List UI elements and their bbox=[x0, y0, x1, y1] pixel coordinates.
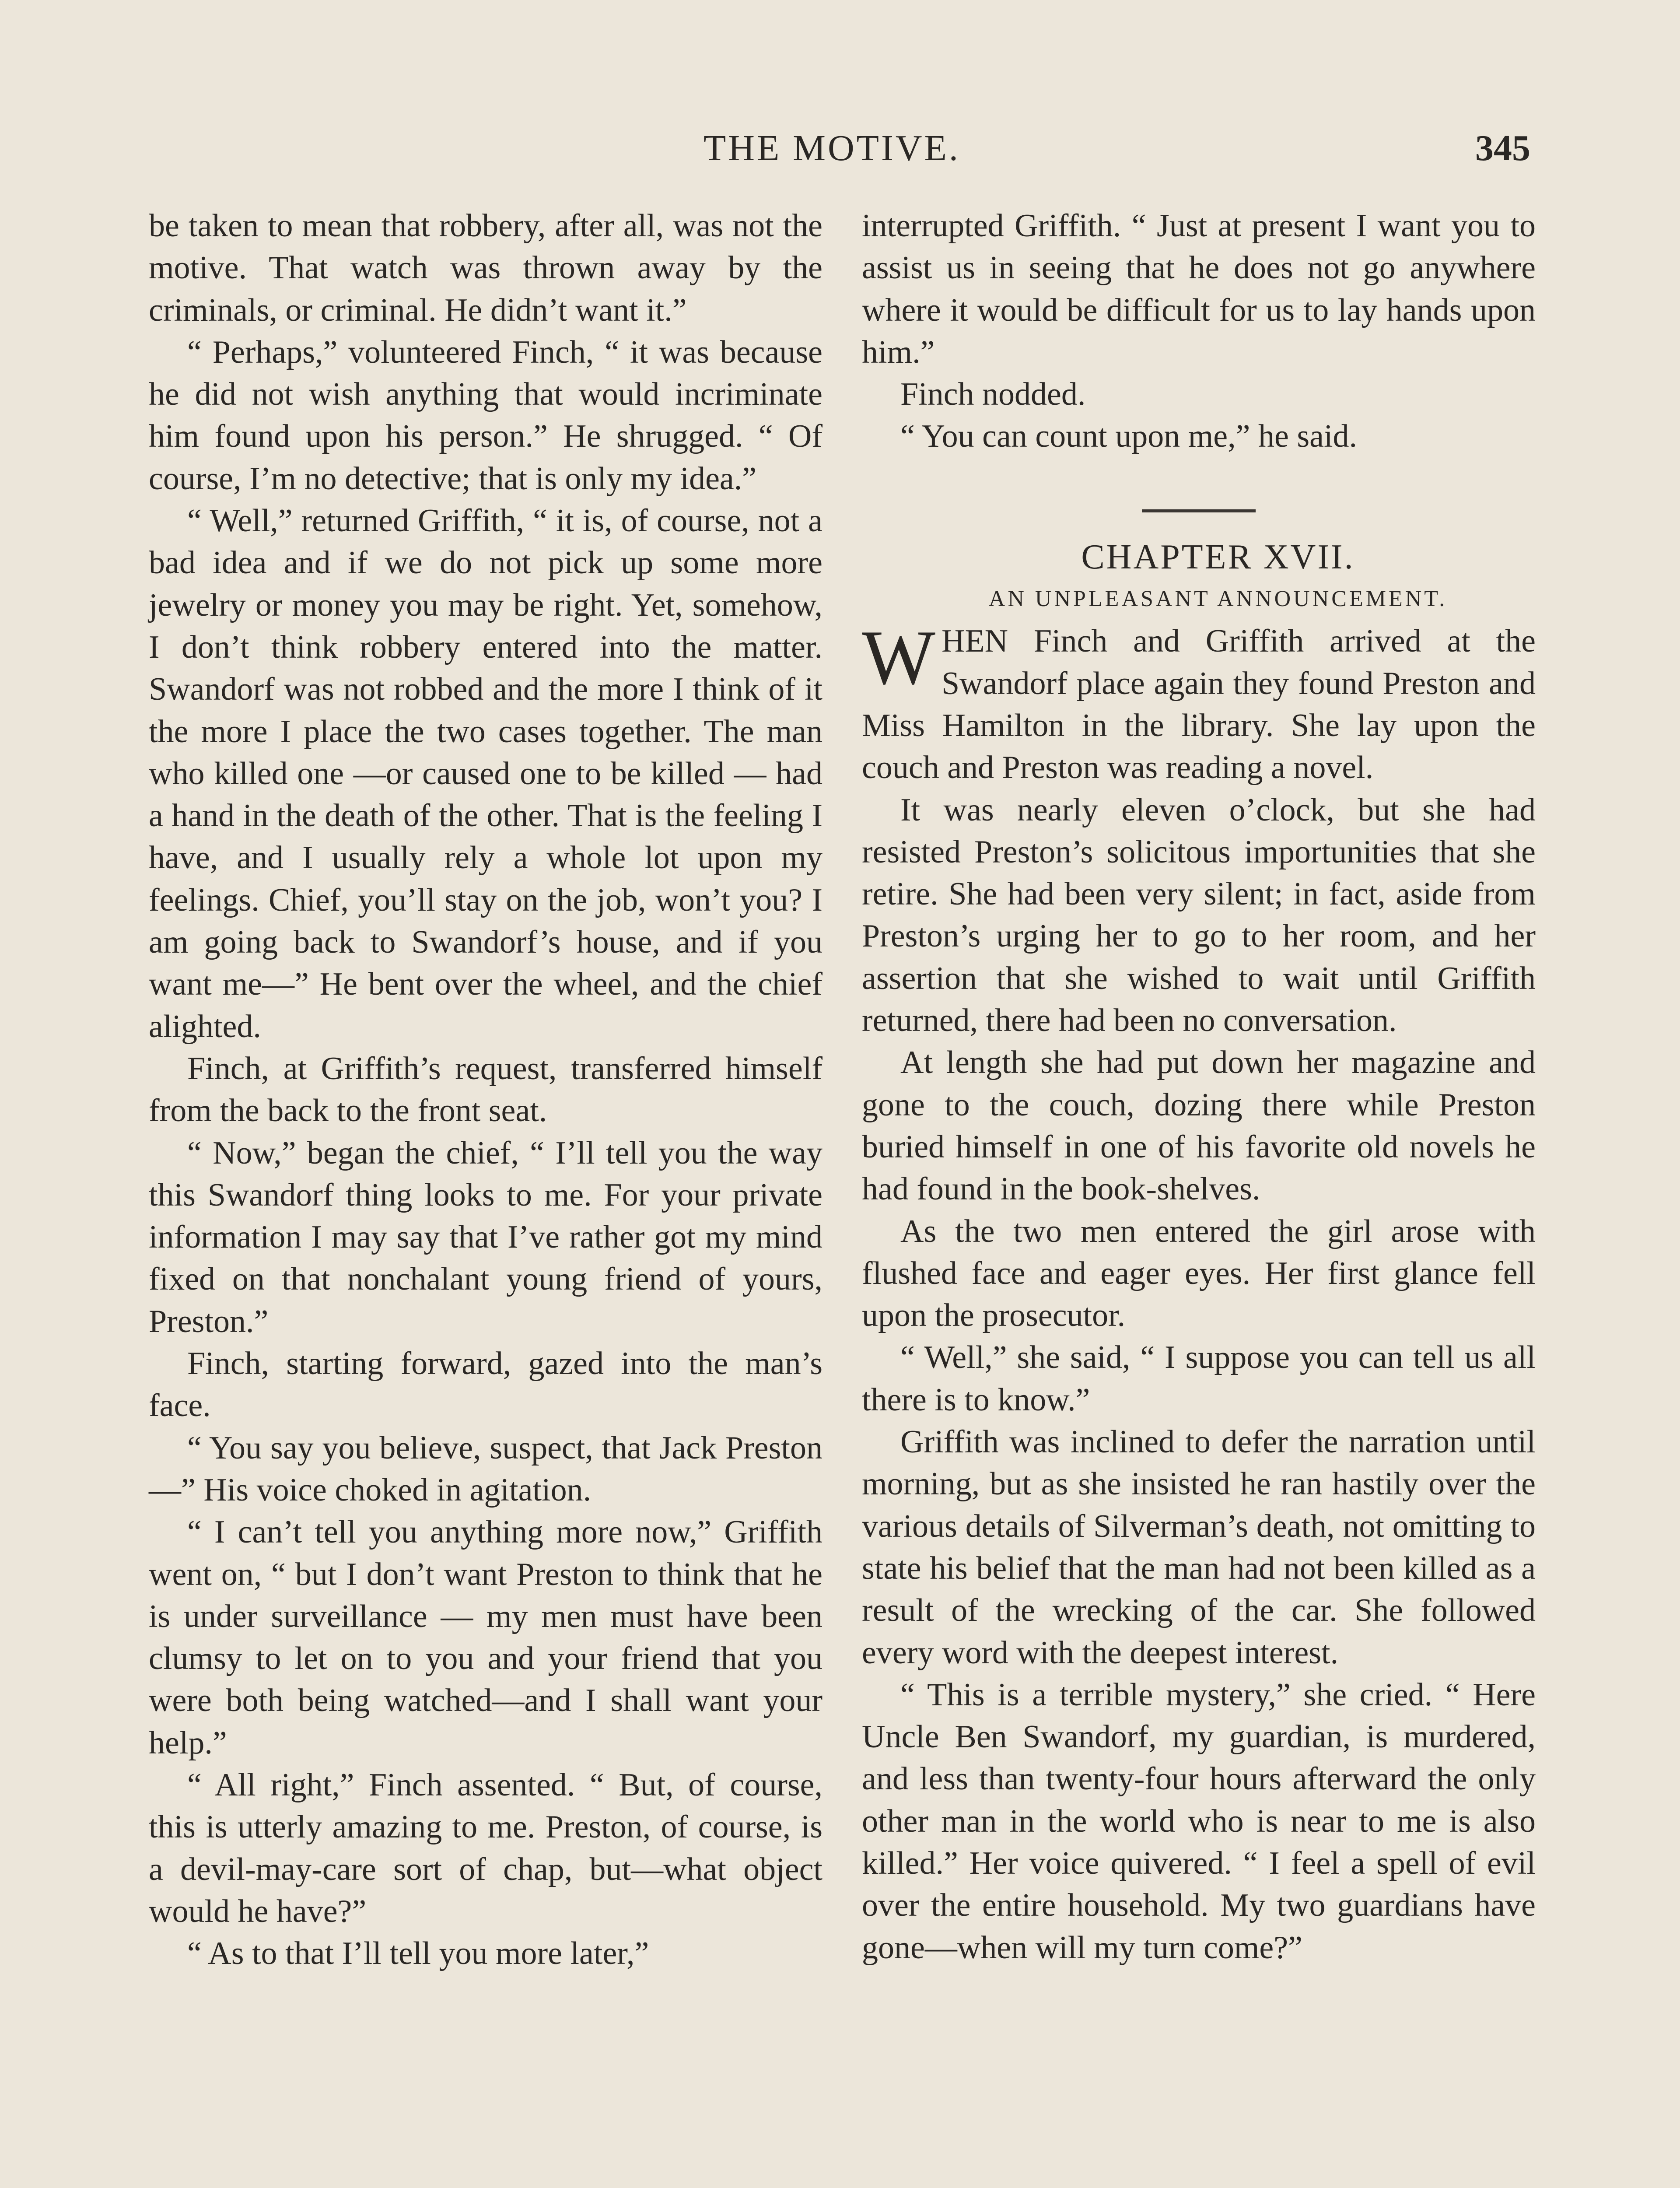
section-divider bbox=[1142, 509, 1256, 512]
paragraph: be taken to mean that robbery, after all, was not the motive. That watch was thrown away by the criminals, or criminal. He didn’t want it.” bbox=[149, 208, 822, 328]
paragraph: “ Well,” returned Griffith, “ it is, of course, not a bad idea and if we do not pick up some more jewelry or money you may be right. Yet, somehow, I don’t think robbery entered into the matter. Swandorf was not robbed and the more I think of it the more I place the two cases together. The man who killed one —or caused one to be killed — had a hand in the death of the other. That is the feeling I have, and I usually rely a whole lot upon my feelings. Chief, you’ll stay on the job, won’t you? I am going back to Swandorf’s house, and if you want me—” He bent over the wheel, and the chief alighted. bbox=[149, 503, 822, 1045]
paragraph: interrupted Griffith. “ Just at present I want you to assist us in seeing that he does not go anywhere where it would be difficult for us to lay hands upon him.” bbox=[862, 208, 1536, 370]
paragraph: “ Perhaps,” volunteered Finch, “ it was because he did not wish anything that would incriminate him found upon his person.” He shrugged. “ Of course, I’m no detective; that is only my idea.” bbox=[149, 334, 822, 497]
paragraph: “ As to that I’ll tell you more later,” bbox=[187, 1936, 649, 1972]
paragraph: “ You say you believe, suspect, that Jack Preston—” His voice choked in agitation. bbox=[149, 1430, 822, 1508]
paragraph: “ Well,” she said, “ I suppose you can tell us all there is to know.” bbox=[862, 1339, 1536, 1418]
left-column bbox=[149, 205, 822, 1974]
paragraph: “ All right,” Finch assented. “ But, of course, this is utterly amazing to me. Preston, of course, is a devil-may-care sort of chap, but—what object would he have?” bbox=[149, 1767, 822, 1929]
page-number: 345 bbox=[1475, 128, 1530, 168]
paragraph: “ Now,” began the chief, “ I’ll tell you the way this Swandorf thing looks to me. For your private information I may say that I’ve rather got my mind fixed on that nonchalant young friend of yours, Preston.” bbox=[149, 1135, 822, 1339]
paragraph: At length she had put down her magazine and gone to the couch, dozing there while Preston buried himself in one of his favorite old novels he had found in the book-shelves. bbox=[862, 1045, 1536, 1207]
drop-cap: W bbox=[862, 614, 936, 701]
right-column bbox=[862, 205, 1536, 1969]
running-title: THE MOTIVE. bbox=[704, 128, 960, 168]
chapter-opening-paragraph bbox=[862, 614, 1536, 789]
paragraph: “ This is a terrible mystery,” she cried. “ Here Uncle Ben Swandorf, my guardian, is murdered, and less than twenty-four hours afterward the only other man in the world who is near to me is also killed.” Her voice quivered. “ I feel a spell of evil over the entire household. My two guardians have gone—when will my turn come?” bbox=[862, 1676, 1536, 1966]
paragraph: Finch, starting forward, gazed into the man’s face. bbox=[149, 1346, 822, 1424]
paragraph: Griffith was inclined to defer the narration until morning, but as she insisted he ran hastily over the various details of Silverman’s death, not omitting to state his belief that the man had not been killed as a result of the wrecking of the car. She followed every word with the deepest interest. bbox=[862, 1424, 1536, 1671]
paragraph: “ I can’t tell you anything more now,” Griffith went on, “ but I don’t want Preston to think that he is under surveillance — my men must have been clumsy to let on to you and your friend that you were both being watched—and I shall want your help.” bbox=[149, 1514, 822, 1761]
paragraph: Finch, at Griffith’s request, transferred himself from the back to the front seat. bbox=[149, 1050, 822, 1129]
chapter-subtitle: AN UNPLEASANT ANNOUNCEMENT. bbox=[988, 586, 1448, 612]
running-head bbox=[0, 127, 1680, 179]
paragraph: It was nearly eleven o’clock, but she had resisted Preston’s solicitous importunities that she retire. She had been very silent; in fact, aside from Preston’s urging her to go to her room, and her assertion that she wished to wait until Griffith returned, there had been no conversation. bbox=[862, 792, 1536, 1039]
opening-text: HEN Finch and Griffith arrived at the Swandorf place again they found Preston and Miss Hamilton in the library. She lay upon the couch and Preston was reading a novel. bbox=[862, 623, 1536, 786]
paragraph: “ You can count upon me,” he said. bbox=[900, 418, 1358, 455]
paragraph: As the two men entered the girl arose with flushed face and eager eyes. Her first glance fell upon the prosecutor. bbox=[862, 1213, 1536, 1334]
paragraph: Finch nodded. bbox=[900, 376, 1086, 413]
chapter-title: CHAPTER XVII. bbox=[1081, 537, 1355, 576]
